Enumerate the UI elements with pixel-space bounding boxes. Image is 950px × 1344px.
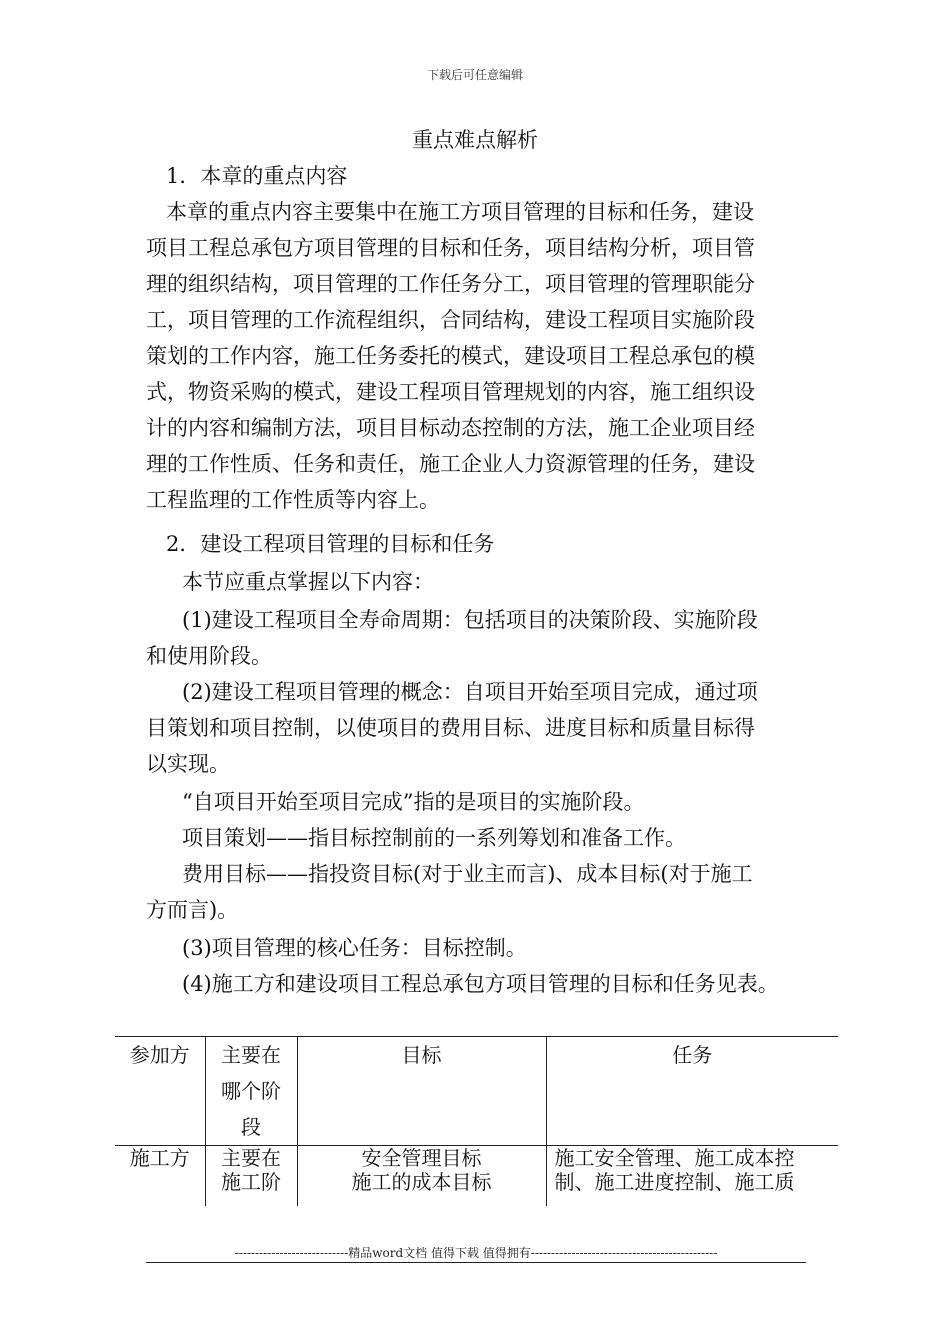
header-goal: 目标 [297, 1037, 546, 1146]
paragraph-line: 工程监理的工作性质等内容上。 [146, 488, 440, 512]
header-stage-line: 哪个阶 [221, 1079, 281, 1103]
paragraph-line: 理的工作性质、任务和责任，施工企业人力资源管理的任务，建设 [146, 452, 755, 476]
paragraph-line: 工，项目管理的工作流程组织，合同结构，建设工程项目实施阶段 [146, 308, 755, 332]
note-line: 费用目标——指投资目标(对于业主而言)、成本目标(对于施工 [182, 862, 753, 886]
cell-stage [205, 1146, 297, 1207]
section2-heading: 2．建设工程项目管理的目标和任务 [166, 532, 495, 556]
goals-tasks-table [115, 1036, 838, 1206]
header-participant: 参加方 [115, 1037, 205, 1146]
cell-stage-line: 主要在 [221, 1146, 281, 1170]
cell-task [546, 1146, 838, 1207]
header-note: 下载后可任意编辑 [426, 68, 523, 82]
note-line: “自项目开始至项目完成”指的是项目的实施阶段。 [182, 790, 645, 814]
header-stage-line: 主要在 [221, 1043, 281, 1067]
cell-task-line: 制、施工进度控制、施工质 [554, 1170, 795, 1194]
section1-heading: 1．本章的重点内容 [166, 164, 348, 188]
header-stage-line: 段 [241, 1115, 261, 1139]
footer-divider [146, 1262, 806, 1263]
paragraph-line: (1)建设工程项目全寿命周期：包括项目的决策阶段、实施阶段 [182, 608, 758, 632]
paragraph-line: 和使用阶段。 [146, 644, 272, 668]
paragraph-line: 理的组织结构，项目管理的工作任务分工，项目管理的管理职能分 [146, 272, 755, 296]
cell-stage-line: 施工阶 [221, 1170, 281, 1194]
header-task: 任务 [546, 1037, 838, 1146]
cell-task-line: 施工安全管理、施工成本控 [554, 1146, 795, 1170]
table-header-row [115, 1037, 838, 1146]
cell-participant: 施工方 [115, 1146, 205, 1207]
header-stage [205, 1037, 297, 1146]
paragraph-line: 本章的重点内容主要集中在施工方项目管理的目标和任务，建设 [166, 200, 754, 224]
footer-note: ----------------------------精品word文档 值得下载 值得拥有---------------------------------------------- [234, 1246, 718, 1260]
note-line: 方而言)。 [146, 898, 239, 922]
paragraph-line: 目策划和项目控制，以使项目的费用目标、进度目标和质量目标得 [146, 716, 755, 740]
section2-intro: 本节应重点掌握以下内容： [182, 570, 434, 594]
cell-goal [297, 1146, 546, 1207]
table-row [115, 1146, 838, 1207]
paragraph-line: (4)施工方和建设项目工程总承包方项目管理的目标和任务见表。 [182, 972, 779, 996]
paragraph-line: 项目工程总承包方项目管理的目标和任务，项目结构分析，项目管 [146, 236, 755, 260]
cell-goal-line: 施工的成本目标 [351, 1170, 492, 1194]
paragraph-line: 以实现。 [146, 752, 230, 776]
paragraph-line: 式，物资采购的模式，建设工程项目管理规划的内容，施工组织设 [146, 380, 755, 404]
note-line: 项目策划——指目标控制前的一系列筹划和准备工作。 [182, 826, 686, 850]
paragraph-line: (2)建设工程项目管理的概念：自项目开始至项目完成，通过项 [182, 680, 758, 704]
paragraph-line: (3)项目管理的核心任务：目标控制。 [182, 936, 527, 960]
page-title: 重点难点解析 [412, 128, 538, 152]
paragraph-line: 策划的工作内容，施工任务委托的模式，建设项目工程总承包的模 [146, 344, 755, 368]
cell-goal-line: 安全管理目标 [361, 1146, 482, 1170]
paragraph-line: 计的内容和编制方法，项目目标动态控制的方法，施工企业项目经 [146, 416, 755, 440]
